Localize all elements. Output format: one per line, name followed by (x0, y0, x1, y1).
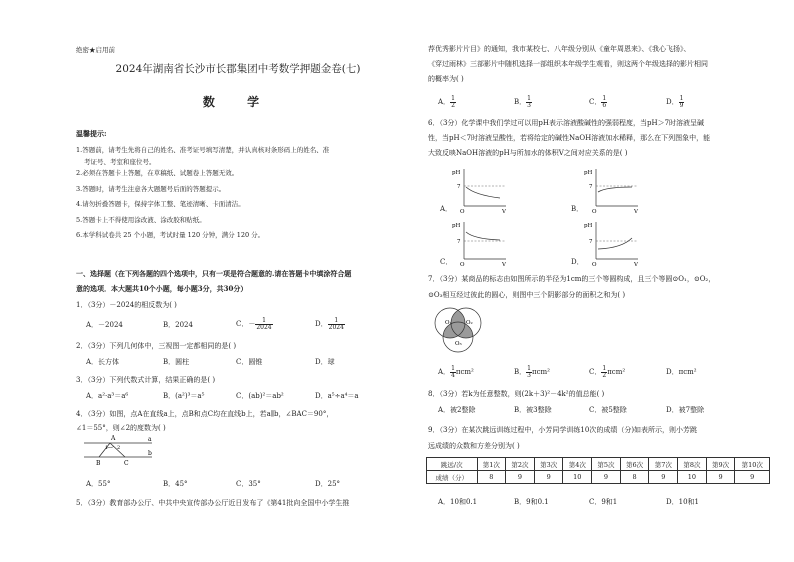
table-cell: 第8次 (678, 458, 707, 471)
q7-three-circles-figure (430, 303, 488, 359)
notice-item: 5.答题卡上不得使用涂改液、涂改胶和贴纸。 (76, 215, 206, 224)
table-cell: 第3次 (534, 458, 563, 471)
q6-option-d[interactable]: D． (571, 258, 584, 266)
q4-option-a[interactable]: A．55° (86, 480, 111, 488)
q6-graph-b (582, 166, 642, 214)
notice-item: 1.答题前，请考生先将自己的姓名、准考证号填写清楚，并认真核对条形码上的姓名、准 (76, 146, 330, 154)
q9-option-d[interactable]: D．10和1 (666, 498, 699, 506)
table-cell: 9 (706, 471, 735, 484)
option-fraction (601, 96, 607, 109)
option-label: C． (589, 368, 602, 376)
q4-fig-angle-1: 1 (105, 445, 109, 451)
table-cell: 9 (534, 471, 563, 484)
q7-fig-o1: O₁ (445, 320, 452, 326)
notice-title: 温馨提示: (76, 129, 107, 138)
q9-option-a[interactable]: A．10和0.1 (438, 498, 478, 506)
q9-line2: 远成绩的众数和方差分别为( ) (428, 442, 520, 450)
axis-x-label: V (502, 262, 506, 267)
fraction-numerator: 1 (527, 94, 531, 102)
option-unit: πcm² (455, 368, 474, 376)
fraction-denominator: 2 (451, 101, 455, 109)
fraction-denominator: 3 (527, 371, 531, 379)
option-fraction (526, 96, 532, 109)
section1-line1: 一、选择题（在下列各题的四个选项中，只有一项是符合题意的.请在答题卡中填涂符合题 (76, 269, 352, 278)
notice-item: 4.请勿折叠答题卡，保持字体工整、笔迹清晰、卡面清洁。 (76, 200, 245, 208)
q2-stem: 2．（3分）下列几何体中，三视图一定都相同的是( ) (76, 342, 237, 350)
option-label: B． (514, 98, 527, 106)
q8-option-c[interactable]: C．被5整除 (589, 406, 627, 414)
seven-label: 7 (589, 184, 593, 190)
q6-option-c[interactable]: C． (440, 258, 453, 266)
q7-option-a[interactable] (438, 363, 474, 381)
section1-line2: 意的选项．本大题共10个小题，每小题3分，共30分） (76, 284, 248, 293)
q4-fig-label-b: B (96, 460, 101, 467)
table-cell: 第5次 (592, 458, 621, 471)
q4-line2: ∠1＝55°，则∠2的度数为( ) (76, 424, 166, 432)
fraction-denominator: 2024 (328, 323, 344, 331)
axis-y-label: pH (584, 223, 593, 229)
q1-option-c[interactable] (236, 315, 273, 333)
table-cell: 9 (592, 471, 621, 484)
q1-option-d[interactable] (315, 315, 345, 333)
q1-d-label: D． (315, 320, 328, 328)
q5-line2: 荐优秀影片片目》的通知，我市某校七、八年级分别从《童年周恩来》、《我心飞扬》、 (428, 45, 691, 53)
q7-option-d[interactable] (666, 367, 697, 377)
q7-fig-o3: O₃ (455, 341, 462, 347)
table-cell: 第7次 (649, 458, 678, 471)
q9-option-b[interactable]: B．9和0.1 (514, 498, 549, 506)
table-cell: 跳远/次 (427, 458, 478, 471)
q2-option-b[interactable]: B．圆柱 (163, 358, 190, 366)
fraction-denominator: 2 (602, 371, 607, 379)
q3-stem: 3．（3分）下列代数式计算，结果正确的是( ) (76, 376, 216, 384)
q4-option-d[interactable]: D．25° (315, 480, 341, 488)
q3-option-b[interactable]: B．(a²)³＝a⁵ (163, 392, 205, 400)
q1-d-fraction (328, 318, 345, 331)
q4-fig-angle-2: 2 (117, 445, 121, 451)
axis-y-label: pH (452, 170, 461, 176)
q2-option-a[interactable]: A．长方体 (86, 358, 120, 366)
q6-option-a[interactable]: A． (440, 205, 453, 213)
axis-x-label: V (634, 262, 638, 267)
seven-label: 7 (457, 184, 461, 190)
table-cell: 9 (506, 471, 535, 484)
subject-title: 数 学 (202, 95, 274, 109)
notice-item: 3.答题时，请考生注意各大题题号后面的答题提示。 (76, 184, 226, 193)
table-cell: 10 (563, 471, 592, 484)
q6-graph-c (450, 219, 510, 267)
q8-option-d[interactable]: D．被7整除 (666, 406, 705, 414)
notice-list (76, 145, 329, 246)
q1-c-label: C．－ (236, 320, 256, 328)
option-label: D． (666, 98, 679, 106)
fraction-numerator: 1 (255, 318, 272, 325)
option-fraction (679, 96, 685, 109)
option-label: C． (589, 98, 602, 106)
q3-option-c[interactable]: C．(ab)²＝ab² (236, 392, 284, 400)
notice-item: 6.本学科试卷共 25 个小题，考试时量 120 分钟，满分 120 分。 (76, 231, 265, 239)
fraction-numerator: 1 (679, 94, 684, 102)
origin-label: O (460, 209, 465, 214)
table-cell: 10 (678, 471, 707, 484)
q2-option-d[interactable]: D．球 (315, 358, 335, 366)
option-text: πcm² (678, 368, 697, 376)
q6-option-b[interactable]: B． (571, 205, 584, 213)
fraction-denominator: 9 (679, 101, 684, 109)
q4-option-b[interactable]: B．45° (163, 480, 188, 488)
axis-x-label: V (634, 209, 638, 214)
origin-label: O (592, 209, 597, 214)
table-row (427, 458, 770, 471)
q3-option-d[interactable]: D．a⁵÷a⁴＝a (315, 392, 359, 400)
q1-option-a[interactable]: A．－2024 (86, 321, 123, 329)
fraction-denominator: 6 (602, 101, 607, 109)
q5-option-c[interactable] (589, 93, 607, 111)
axis-x-label: V (502, 209, 506, 214)
seven-label: 7 (589, 239, 593, 245)
q4-fig-label-c: C (124, 460, 129, 467)
q4-option-c[interactable]: C．35° (236, 480, 261, 488)
table-cell: 第4次 (563, 458, 592, 471)
q1-c-fraction (255, 318, 272, 331)
q1-stem: 1．（3分）－2024的相反数为( ) (76, 301, 177, 309)
fraction-denominator: 3 (527, 101, 531, 109)
q3-option-a[interactable]: A．a²·a³＝a⁶ (86, 392, 129, 400)
option-label: A． (438, 368, 451, 376)
table-cell: 第2次 (506, 458, 535, 471)
fraction-numerator: 1 (451, 94, 455, 102)
fraction-numerator: 1 (602, 94, 607, 102)
q2-option-c[interactable]: C．圆锥 (236, 358, 263, 366)
axis-y-label: pH (584, 170, 593, 176)
q4-fig-line-b: b (148, 450, 152, 457)
notice-item: 2.必须在答题卡上答题，在草稿纸、试题卷上答题无效。 (76, 169, 239, 177)
q5-option-a[interactable] (438, 93, 456, 111)
fraction-numerator: 1 (527, 364, 531, 372)
fraction-numerator: 1 (328, 318, 345, 325)
option-label: A． (438, 98, 451, 106)
option-unit: πcm² (531, 368, 550, 376)
table-cell: 8 (620, 471, 649, 484)
option-label: B． (514, 368, 527, 376)
table-cell: 第9次 (706, 458, 735, 471)
q7-option-c[interactable] (589, 363, 625, 381)
fraction-numerator: 1 (602, 364, 607, 372)
q7-option-b[interactable] (514, 363, 550, 381)
option-unit: πcm² (607, 368, 626, 376)
q8-option-a[interactable]: A．被2整除 (438, 406, 476, 414)
q4-fig-line-a: a (148, 436, 152, 443)
fraction-numerator: 1 (451, 364, 455, 372)
q6-line2: 性，当pH＜7时溶液呈酸性，若将给定的碱性NaOH溶液加水稀释，那么在下列图象中，能 (428, 134, 711, 142)
table-cell: 9 (735, 471, 770, 484)
secret-tag: 绝密★启用前 (76, 46, 115, 54)
q6-graph-d (582, 219, 642, 267)
q6-line3: 大致反映NaOH溶液的pH与所加水的体积V之间对应关系的是( ) (428, 149, 628, 157)
notice-item: 考证号、考室和座位号。 (84, 157, 156, 166)
seven-label: 7 (457, 239, 461, 245)
q1-option-b[interactable]: B．2024 (163, 321, 193, 329)
table-cell: 第1次 (477, 458, 506, 471)
q7-line2: ⊙O₃相互经过彼此的圆心，则图中三个阴影部分的面积之和为( ) (428, 291, 626, 299)
q5-option-b[interactable] (514, 93, 532, 111)
table-cell: 成绩（分） (427, 471, 478, 484)
table-cell: 第10次 (735, 458, 770, 471)
option-fraction (450, 96, 456, 109)
q5-line3: 《穿过雨林》三部影片中随机选择一部组织本年级学生观看，则这两个年级选择的影片相同 (428, 60, 708, 68)
table-cell: 9 (649, 471, 678, 484)
fraction-denominator: 4 (451, 371, 455, 379)
q5-option-d[interactable] (666, 93, 684, 111)
q7-line1: 7．（3分）某商品的标志由如图所示的半径为1cm的三个等圆构成，且三个等圆⊙O₁，⊙O₂， (428, 275, 716, 283)
origin-label: O (592, 262, 597, 267)
q4-figure (82, 434, 156, 472)
q8-option-b[interactable]: B．被3整除 (514, 406, 552, 414)
fraction-denominator: 2024 (256, 323, 272, 331)
q6-line1: 6．（3分）化学课中我们学过可以用pH表示溶液酸碱性的强弱程度，当pH＞7时溶液呈碱 (428, 119, 705, 127)
q6-graph-a (450, 166, 510, 214)
origin-label: O (460, 262, 465, 267)
q8-stem: 8．（3分）若k为任意整数，则(2k＋3)²－4k²的值总能( ) (428, 390, 605, 398)
option-label: D． (666, 368, 679, 376)
q9-option-c[interactable]: C．9和1 (589, 498, 618, 506)
exam-title: 2024年湖南省长沙市长郡集团中考数学押题金卷(七) (115, 63, 361, 75)
q4-fig-label-a: A (111, 435, 116, 442)
axis-y-label: pH (452, 223, 461, 229)
table-cell: 第6次 (620, 458, 649, 471)
q5-line1: 5．（3分）教育部办公厅、中共中央宣传部办公厅近日发布了《第41批向全国中小学生推 (76, 499, 350, 507)
q5-line4: 的概率为( ) (428, 75, 464, 83)
q7-fig-o2: O₂ (466, 320, 473, 326)
table-cell: 8 (477, 471, 506, 484)
q9-score-table (426, 457, 770, 484)
q4-line1: 4．（3分）如图，点A在直线a上，点B和点C均在直线b上，若a∥b，∠BAC＝90°， (76, 410, 334, 418)
q9-line1: 9．（3分）在某次跳远训练过程中，小芳同学训练10次的成绩（分)如表所示，则小芳跳 (428, 426, 698, 434)
table-row (427, 471, 770, 484)
